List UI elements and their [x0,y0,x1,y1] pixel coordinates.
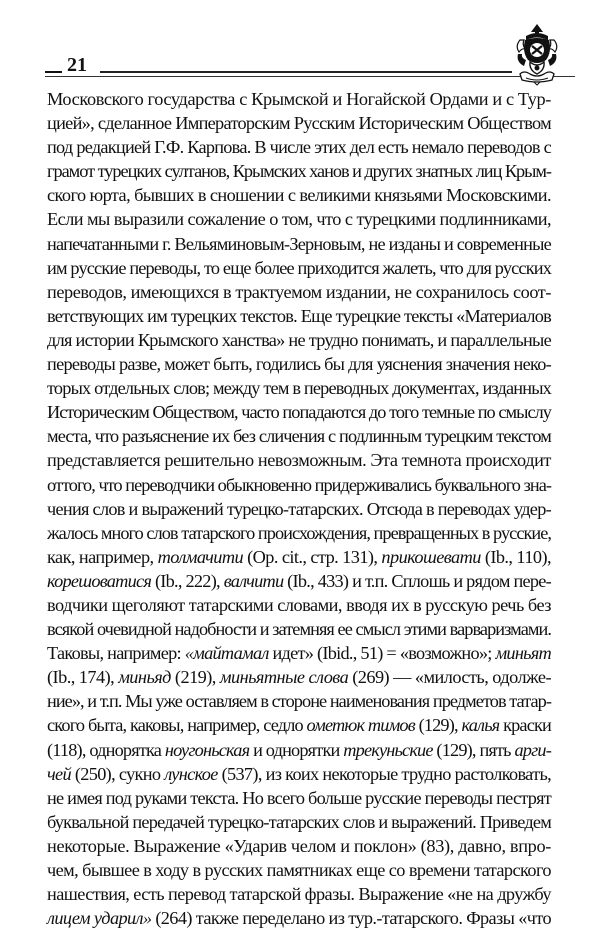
italic-term: «майтамал [184,643,269,664]
text-segment: (Op. cit., стр. 131), [243,546,382,567]
italic-term: миньяд [118,667,171,688]
text-line [47,665,551,689]
text-segment: им русские переводы, то еще более приходится жалеть, что для русских [47,257,551,278]
text-line [47,569,551,593]
text-line [47,762,551,786]
text-segment: (118), однорятка [47,739,165,760]
text-line [47,111,551,135]
header-underline-rule [45,76,575,77]
italic-term: калья [461,715,500,736]
italic-term: ометюк тимов [306,715,415,736]
italic-term: прикошевати [381,546,481,567]
text-segment: и однорятки [249,739,344,760]
heraldic-ornament-icon [512,22,562,86]
italic-term: миньятные слова [219,667,349,688]
text-segment: (129), [414,715,462,736]
text-line [47,328,551,352]
text-segment: всякой очевидной надобности и затемняя ее смысл этими варваризмами. [47,619,551,640]
text-segment: переводы разве, может быть, годились бы для уяснения значения неко- [47,354,551,375]
text-line [47,738,551,762]
text-segment: (269) — «милость, одолже- [348,667,552,688]
text-segment: (537), из коих некоторые трудно растолковать, [217,763,552,784]
text-segment: (Ib., 433) и т.п. Сплошь и рядом пере- [283,570,551,591]
text-segment: некоторые. Выражение «Ударив челом и поклон» (83), давно, впро- [47,835,551,856]
italic-term: миньят [495,643,552,664]
text-line [47,87,551,111]
text-line [47,617,551,641]
text-line [47,376,551,400]
text-segment: напечатанными г. Вельяминовым-Зерновым, не изданы и современные [47,233,551,254]
text-segment: ского быта, каковы, например, седло [47,715,307,736]
text-line [47,641,551,665]
text-line [47,593,551,617]
page-number: 21 [67,54,87,76]
text-line [47,159,551,183]
text-line [47,810,551,834]
text-segment: как, например, [47,546,158,567]
italic-term: валчити [223,570,284,591]
text-segment: переводов, имеющихся в трактуемом издании, не сохранилось соот- [47,281,551,302]
text-segment: краски [499,715,551,736]
text-segment: (250), сукно [70,763,165,784]
text-segment: Если мы выразили сожаление о том, что с турецкими подлинниками, [47,209,551,230]
text-segment: буквальной передачей турецко-татарских слов и выражений. Приведем [47,811,551,832]
text-segment: под редакцией Г.Ф. Карпова. В числе этих дел есть немало переводов с [47,137,551,158]
text-line [47,906,551,930]
text-line [47,545,551,569]
header-rule-right [100,71,512,73]
text-segment: места, что разъяснение их без сличения с подлинным турецким текстом [47,426,551,447]
text-line [47,304,551,328]
text-line [47,858,551,882]
text-line [47,448,551,472]
text-line [47,232,551,256]
running-head [0,0,600,90]
text-segment: жалось много слов татарского происхождения, превращенных в русские, [47,522,551,543]
header-rule-left [45,71,62,73]
italic-term: лунское [164,763,218,784]
text-line [47,497,551,521]
body-text [47,87,551,930]
text-line [47,424,551,448]
text-line [47,473,551,497]
text-segment: ние», и т.п. Мы уже оставляем в стороне наименования предметов татар- [47,691,551,712]
text-segment: цией», сделанное Императорским Русским Историческим Обществом [47,113,551,134]
italic-term: ноугоньская [164,739,250,760]
text-line [47,183,551,207]
text-line [47,834,551,858]
italic-term: корешоватися [47,570,152,591]
text-line [47,882,551,906]
text-segment: (219), [170,667,220,688]
text-segment: (129), пять [432,739,515,760]
text-segment: (Ib., 174), [47,667,119,688]
text-segment: (264) также переделано из тур.-татарского. Фразы «что [151,908,551,929]
text-line [47,135,551,159]
text-segment: (Ib., 222), [151,570,224,591]
text-line [47,280,551,304]
text-segment: ветствующих им турецких текстов. Еще турецкие тексты «Материалов [47,305,551,326]
text-line [47,786,551,810]
text-segment: водчики щеголяют татарскими словами, вводя их в русскую речь без [47,594,551,615]
text-line [47,256,551,280]
text-line [47,207,551,231]
text-segment: представляется решительно невозможным. Эта темнота происходит [47,450,551,471]
text-segment: (Ib., 110), [480,546,551,567]
text-segment: чения слов и выражений турецко-татарских. Отсюда в переводах удер- [47,498,551,519]
text-segment: торых отдельных слов; между тем в переводных документах, изданных [47,378,551,399]
text-line [47,713,551,737]
text-line [47,352,551,376]
text-segment: Таковы, например: [47,643,185,664]
text-segment: чем, бывшее в ходу в русских памятниках еще со времени татарского [47,860,551,880]
italic-term: трекуньские [343,739,433,760]
text-line [47,400,551,424]
text-segment: Московского государства с Крымской и Ногайской Ордами и с Тур- [47,89,551,109]
italic-term: чей [47,763,71,784]
text-line [47,689,551,713]
text-segment: грамот турецких султанов, Крымских ханов и других знатных лиц Крым- [47,161,551,182]
text-segment: не имея под руками текста. Но всего больше русские переводы пестрят [47,787,551,808]
text-segment: нашествия, есть перевод татарской фразы. Выражение «не на дружбу [47,884,551,905]
text-segment: Историческим Обществом, часто попадаются до того темные по смыслу [47,402,551,423]
text-segment: идет» (Ibid., 51) = «возможно»; [268,643,496,664]
italic-term: арги- [514,739,552,760]
text-segment: ского юрта, бывших в сношении с великими князьями Московскими. [47,185,551,206]
text-segment: оттого, что переводчики обыкновенно придерживались буквального зна- [47,474,551,495]
italic-term: лицем ударил» [47,908,152,929]
text-line [47,521,551,545]
text-segment: для истории Крымского ханства» не трудно понимать, и параллельные [47,329,551,350]
italic-term: толмачити [157,546,244,567]
